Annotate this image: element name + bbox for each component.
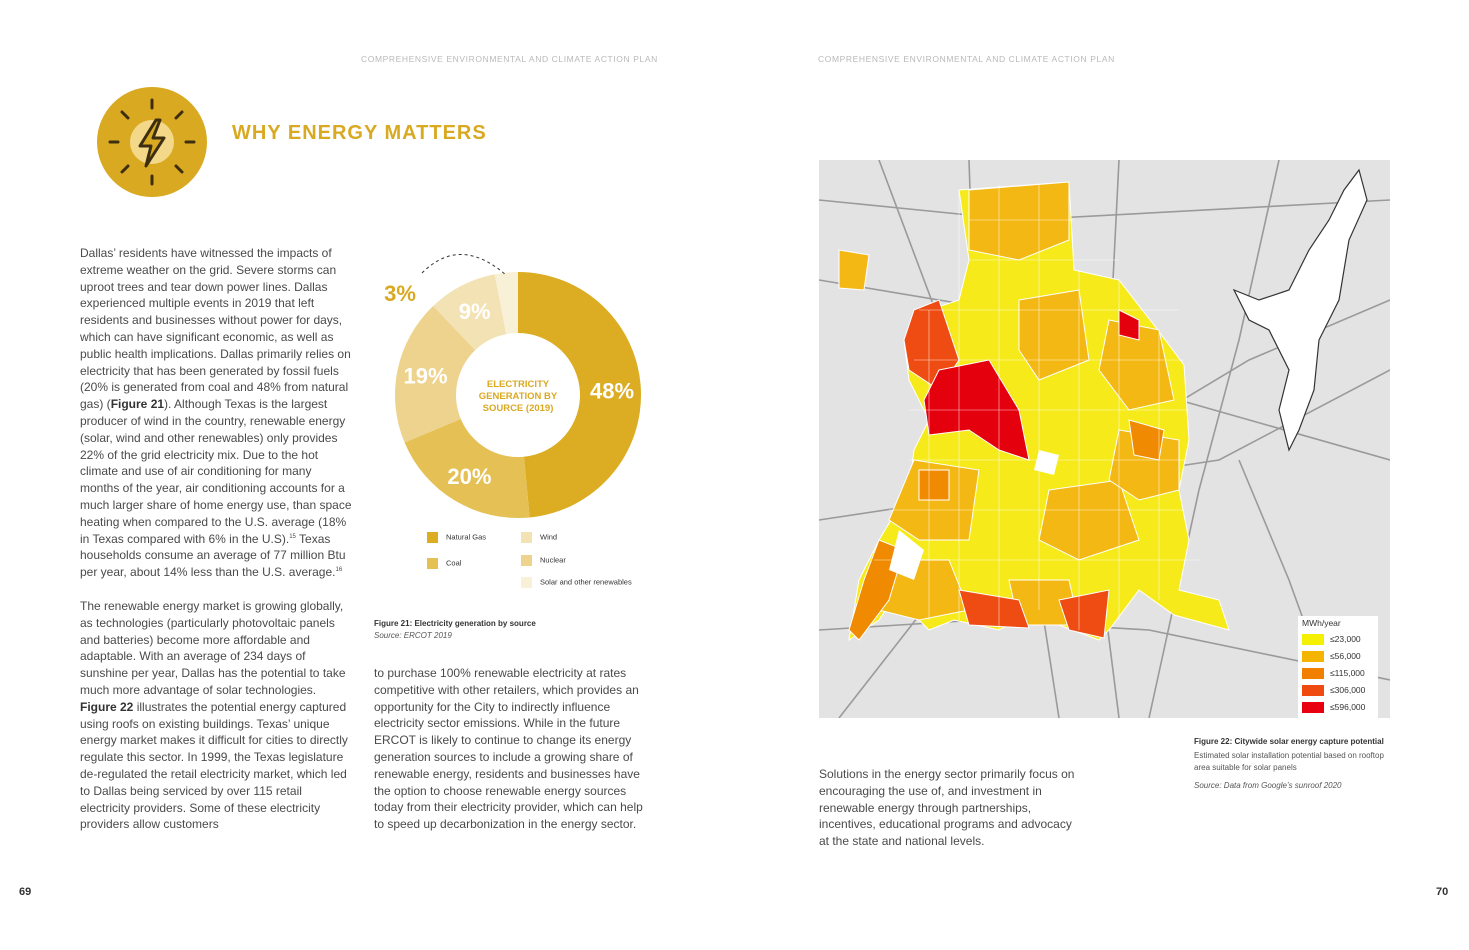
legend-label: Wind xyxy=(540,532,558,542)
body-column-1 xyxy=(80,245,352,850)
legend-label: Solar and other renewables xyxy=(540,577,632,587)
map-legend xyxy=(1298,616,1378,718)
map-legend-swatch xyxy=(1302,685,1324,696)
figure-21-title: Figure 21: Electricity generation by source xyxy=(374,619,536,628)
legend-label: Nuclear xyxy=(540,555,566,565)
legend-entry xyxy=(521,532,557,543)
map-legend-label: ≤596,000 xyxy=(1330,702,1366,712)
paragraph: The renewable energy market is growing globally, as technologies (particularly photovoltaic panels and batteries) become more affordable and adaptable. With an average of 234 days of sunshine per year, Dallas has the potential to take much more advantage of solar technologies. Figure 22 illustrates the potential energy captured using roofs on existing buildings. Texas’ unique energy market makes it difficult for cities to directly regulate this sector. In 1999, the Texas legislature de-regulated the retail electricity market, which led to Dallas being serviced by over 115 retail electricity providers. Some of these electricity providers allow customers xyxy=(80,598,348,832)
chart-legend xyxy=(427,532,667,592)
chart-title-line: SOURCE (2019) xyxy=(482,403,554,414)
map-legend-title: MWh/year xyxy=(1302,618,1341,628)
slice-label: 3% xyxy=(384,281,416,306)
paragraph: Solutions in the energy sector primarily focus on encouraging the use of, and investment in renewable energy through partnerships, incentives, educational programs and advocacy at the state and national levels. xyxy=(819,767,1075,849)
figure-21-caption xyxy=(374,618,614,642)
donut-chart xyxy=(380,245,650,535)
figure-22-title: Figure 22: Citywide solar energy capture potential xyxy=(1194,737,1384,746)
legend-label: Coal xyxy=(446,558,462,568)
map-legend-entry xyxy=(1302,634,1361,645)
map-legend-swatch xyxy=(1302,651,1324,662)
legend-label: Natural Gas xyxy=(446,532,487,542)
legend-swatch xyxy=(427,532,438,543)
lightning-bolt-sun-icon xyxy=(96,86,208,198)
section-title: WHY ENERGY MATTERS xyxy=(232,122,487,144)
map-legend-entry xyxy=(1302,668,1365,679)
map-legend-label: ≤306,000 xyxy=(1330,685,1366,695)
body-column-2 xyxy=(374,665,654,850)
legend-swatch xyxy=(521,577,532,588)
map-legend-label: ≤56,000 xyxy=(1330,651,1361,661)
map-legend-entry xyxy=(1302,685,1365,696)
chart-title-line: ELECTRICITY xyxy=(486,379,550,390)
left-running-head: COMPREHENSIVE ENVIRONMENTAL AND CLIMATE ACTION PLAN xyxy=(361,54,658,64)
right-page-number: 70 xyxy=(1436,886,1449,898)
chart-title-line: GENERATION BY xyxy=(478,391,558,402)
legend-entry xyxy=(521,555,566,566)
map-legend-swatch xyxy=(1302,634,1324,645)
figure-22-source: Source: Data from Google’s sunroof 2020 xyxy=(1194,781,1342,790)
map-legend-entry xyxy=(1302,651,1361,662)
legend-swatch xyxy=(521,532,532,543)
figure-22-caption xyxy=(1194,736,1394,792)
paragraph: Dallas’ residents have witnessed the impacts of extreme weather on the grid. Severe storms can uproot trees and tear down power lines. Dallas experienced multiple events in 2019 that left residents and businesses without power for days, which can have significant economic, as well as public health implications. Dallas primarily relies on electricity that has been generated by fossil fuels (20% is generated from coal and 48% from natural gas) (Figure 21). Although Texas is the largest producer of wind in the country, renewable energy (solar, wind and other renewables) only provides 22% of the grid electricity mix. Due to the hot climate and use of air conditioning for many months of the year, air conditioning accounts for a much larger share of home energy use, than space heating when compared to the U.S. average (18% in Texas compared with 6% in the U.S).$^{15}$ Texas households consume an average of 77 million Btu per year, about 14% less than the U.S. average.$^{16}$ xyxy=(80,246,352,580)
paragraph: to purchase 100% renewable electricity at rates competitive with other retailers, which provides an opportunity for the City to indirectly influence electricity sector emissions. While in the future ERCOT is likely to continue to change its energy generation sources to include a growing share of renewable energy, residents and businesses have the option to choose renewable energy sources today from their electricity provider, which can help to speed up decarbonization in the energy sector. xyxy=(374,666,643,832)
slice-label: 48% xyxy=(589,378,635,404)
callout-connector xyxy=(422,254,506,275)
legend-entry xyxy=(427,558,461,569)
slice-label: 9% xyxy=(458,299,491,325)
map-legend-swatch xyxy=(1302,702,1324,713)
legend-swatch xyxy=(521,555,532,566)
legend-entry xyxy=(427,532,486,543)
right-running-head: COMPREHENSIVE ENVIRONMENTAL AND CLIMATE ACTION PLAN xyxy=(818,54,1115,64)
map-legend-label: ≤115,000 xyxy=(1330,668,1365,678)
left-page-number: 69 xyxy=(19,886,32,898)
map-legend-entry xyxy=(1302,702,1365,713)
slice-label: 19% xyxy=(403,363,448,389)
body-column-3 xyxy=(819,766,1081,867)
figure-21-source: Source: ERCOT 2019 xyxy=(374,631,452,640)
slice-label: 20% xyxy=(447,464,492,490)
legend-entry xyxy=(521,577,632,588)
map-legend-swatch xyxy=(1302,668,1324,679)
map-legend-label: ≤23,000 xyxy=(1330,634,1361,644)
figure-22-description: Estimated solar installation potential based on rooftop area suitable for solar panels xyxy=(1194,751,1384,772)
legend-swatch xyxy=(427,558,438,569)
